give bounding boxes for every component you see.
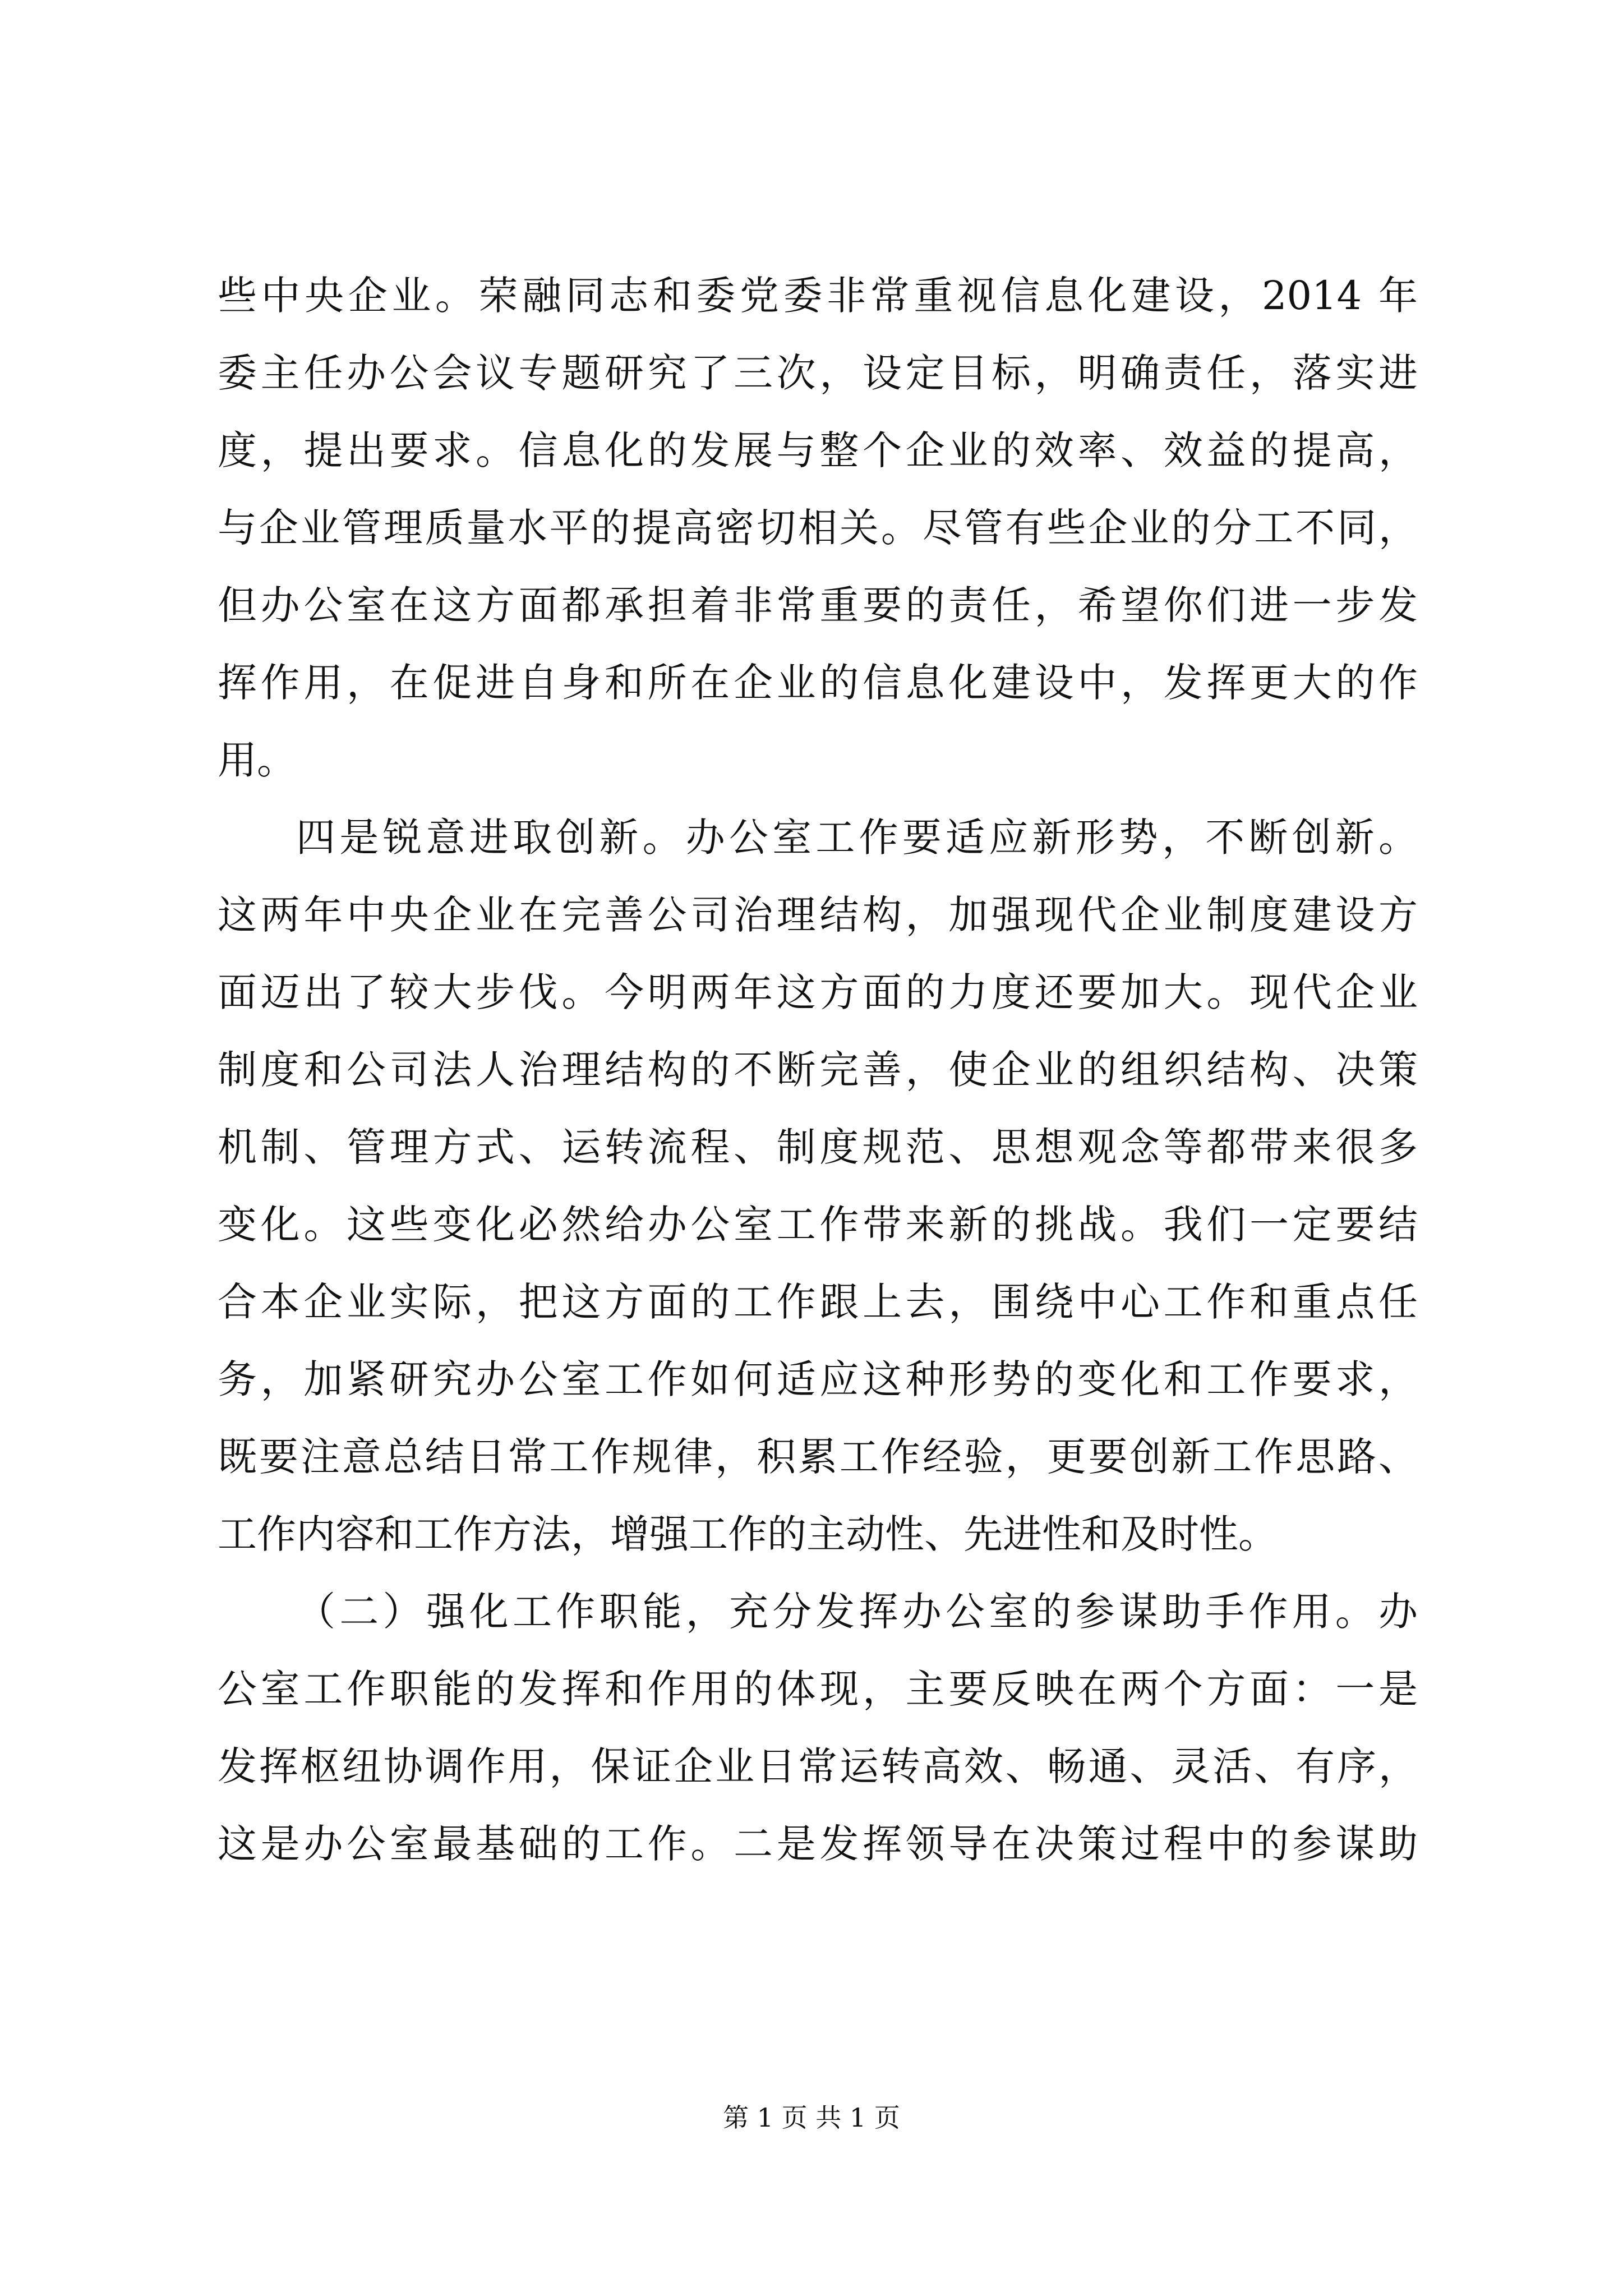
body-line: 变化。这些变化必然给办公室工作带来新的挑战。我们一定要结	[218, 1202, 1418, 1248]
body-line: 用。	[218, 737, 296, 783]
body-line: 面迈出了较大步伐。今明两年这方面的力度还要加大。现代企业	[218, 969, 1418, 1015]
paragraph-first-line: 四是锐意进取创新。办公室工作要适应新形势，不断创新。	[296, 815, 1418, 861]
body-line: 委主任办公会议专题研究了三次，设定目标，明确责任，落实进	[218, 350, 1418, 396]
body-line: 与企业管理质量水平的提高密切相关。尽管有些企业的分工不同，	[218, 505, 1418, 551]
document-body	[218, 257, 1418, 1883]
body-line: 合本企业实际，把这方面的工作跟上去，围绕中心工作和重点任	[218, 1279, 1418, 1325]
body-line: 些中央企业。荣融同志和委党委非常重视信息化建设，2014 年	[218, 273, 1418, 319]
body-line: 这是办公室最基础的工作。二是发挥领导在决策过程中的参谋助	[218, 1821, 1418, 1867]
body-line: 度，提出要求。信息化的发展与整个企业的效率、效益的提高，	[218, 427, 1418, 473]
body-line: 公室工作职能的发挥和作用的体现，主要反映在两个方面：一是	[218, 1666, 1418, 1712]
body-line: 但办公室在这方面都承担着非常重要的责任，希望你们进一步发	[218, 582, 1418, 628]
section-heading-line: （二）强化工作职能，充分发挥办公室的参谋助手作用。办	[296, 1589, 1418, 1635]
body-line: 务，加紧研究办公室工作如何适应这种形势的变化和工作要求，	[218, 1356, 1418, 1402]
body-line: 机制、管理方式、运转流程、制度规范、思想观念等都带来很多	[218, 1124, 1418, 1170]
body-line: 既要注意总结日常工作规律，积累工作经验，更要创新工作思路、	[218, 1434, 1418, 1480]
body-line: 制度和公司法人治理结构的不断完善，使企业的组织结构、决策	[218, 1047, 1418, 1093]
page-number-footer: 第 1 页 共 1 页	[723, 2102, 900, 2133]
body-line: 工作内容和工作方法，增强工作的主动性、先进性和及时性。	[218, 1511, 1278, 1557]
body-line: 发挥枢纽协调作用，保证企业日常运转高效、畅通、灵活、有序，	[218, 1743, 1418, 1789]
body-line: 挥作用，在促进自身和所在企业的信息化建设中，发挥更大的作	[218, 660, 1418, 706]
body-line: 这两年中央企业在完善公司治理结构，加强现代企业制度建设方	[218, 892, 1418, 938]
